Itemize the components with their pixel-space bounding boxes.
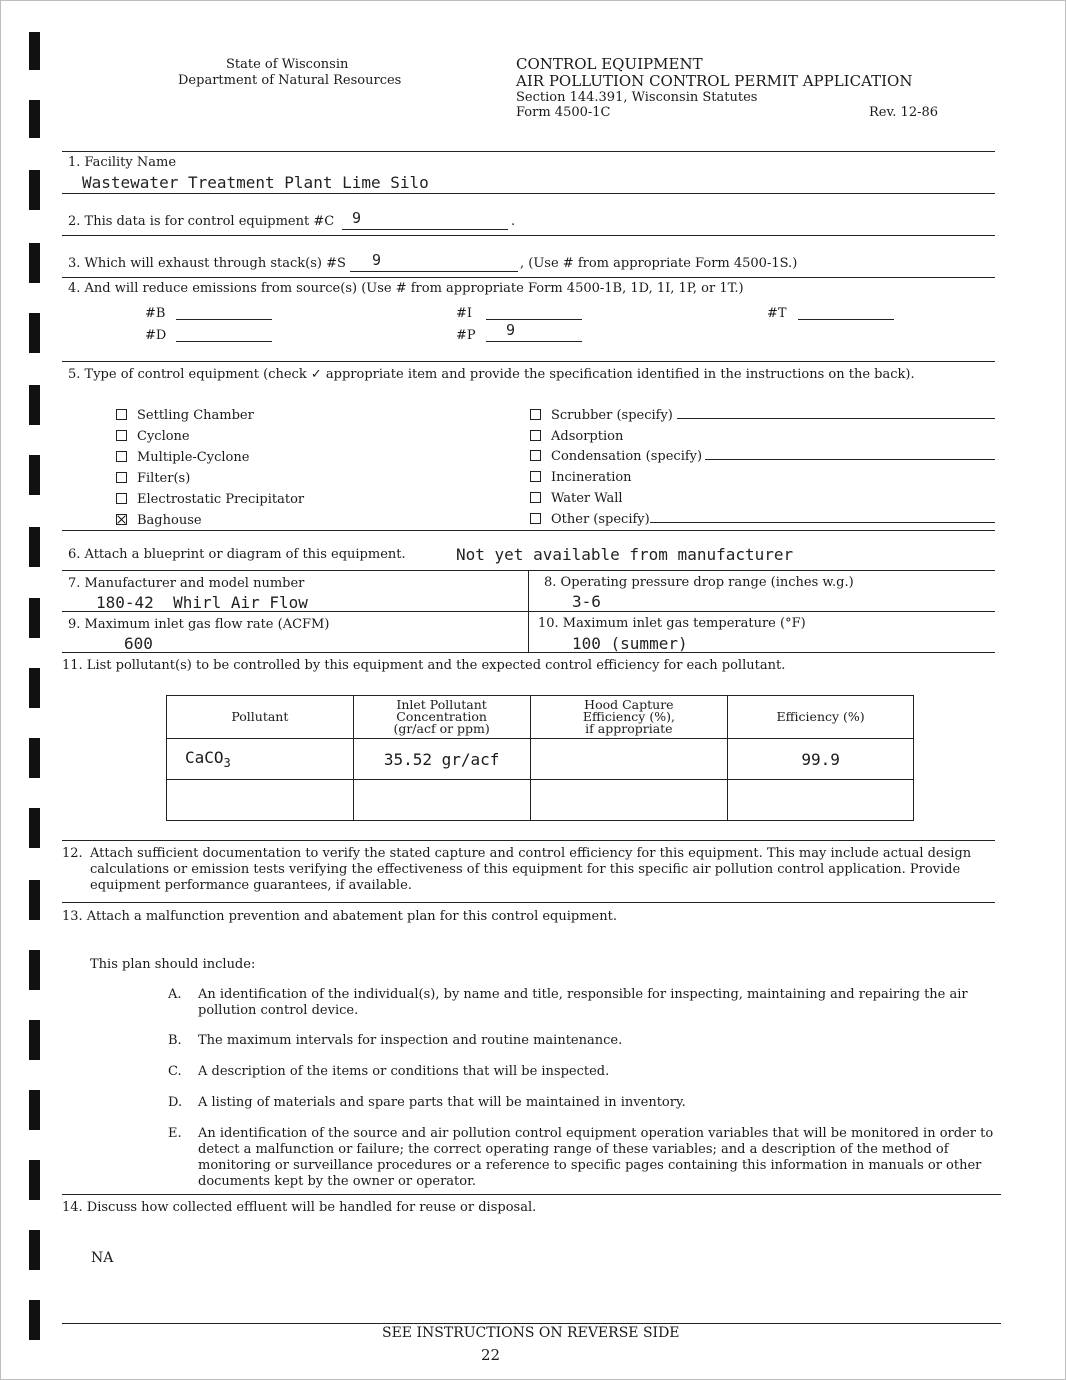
divider: [62, 361, 995, 362]
option-label: Filter(s): [137, 471, 191, 486]
divider: [62, 277, 995, 278]
edge-mark: [29, 1230, 40, 1270]
edge-mark: [29, 738, 40, 778]
plan-item-letter: D.: [168, 1095, 183, 1110]
q10-label: 10. Maximum inlet gas temperature (°F): [538, 616, 806, 631]
source-b-label: #B: [145, 306, 166, 321]
other-specify-line: [650, 522, 995, 523]
option-scrubber[interactable]: [530, 408, 673, 423]
source-i-label: #I: [456, 306, 473, 321]
q3-field-line: [350, 271, 518, 272]
option-label: Scrubber (specify): [551, 408, 673, 423]
check-mark-icon: ✓: [310, 367, 322, 382]
option-label: Settling Chamber: [137, 408, 254, 423]
edge-mark: [29, 1160, 40, 1200]
source-i-line: [486, 319, 582, 320]
edge-mark: [29, 808, 40, 848]
gas-flow-value[interactable]: 600: [124, 634, 153, 653]
inlet-concentration-cell[interactable]: [353, 780, 530, 821]
table-header-row: [167, 696, 914, 739]
stack-number[interactable]: 9: [372, 251, 382, 269]
pollutant-formula: CaCO: [185, 747, 224, 767]
divider: [62, 235, 995, 236]
divider: [62, 840, 995, 841]
pollutant-column-header: Pollutant: [167, 696, 354, 739]
edge-mark: [29, 313, 40, 353]
edge-mark: [29, 950, 40, 990]
divider: [62, 1194, 1001, 1195]
checkbox-icon[interactable]: [116, 430, 127, 441]
plan-intro: This plan should include:: [90, 957, 256, 972]
source-t-line: [798, 319, 894, 320]
inlet-column-header: [353, 696, 530, 739]
option-multiple-cyclone[interactable]: [116, 450, 249, 465]
q9-label: 9. Maximum inlet gas flow rate (ACFM): [68, 617, 330, 632]
q2-field-line: [342, 229, 508, 230]
form-title-line2: AIR POLLUTION CONTROL PERMIT APPLICATION: [516, 72, 913, 90]
control-equipment-number[interactable]: 9: [352, 209, 362, 227]
condensation-specify-line: [705, 459, 995, 460]
edge-mark: [29, 668, 40, 708]
q2-label: 2. This data is for control equipment #C: [68, 214, 335, 229]
pollutant-cell[interactable]: [167, 739, 354, 780]
option-cyclone[interactable]: [116, 429, 190, 444]
scrubber-specify-line: [677, 418, 995, 419]
checkbox-icon[interactable]: [530, 430, 541, 441]
q8-label: 8. Operating pressure drop range (inches w.g.): [544, 575, 854, 590]
option-electrostatic-precipitator[interactable]: [116, 492, 304, 507]
checkbox-icon[interactable]: [530, 492, 541, 503]
checkbox-icon[interactable]: [530, 450, 541, 461]
source-b-line: [176, 319, 272, 320]
q3-suffix: , (Use # from appropriate Form 4500-1S.): [520, 256, 798, 271]
gas-temperature-value[interactable]: 100 (summer): [572, 634, 688, 653]
edge-mark: [29, 1020, 40, 1060]
divider: [62, 530, 995, 531]
checkbox-icon[interactable]: [530, 513, 541, 524]
facility-name-value[interactable]: Wastewater Treatment Plant Lime Silo: [82, 173, 429, 192]
option-label: Multiple-Cyclone: [137, 450, 250, 465]
plan-item-c: A description of the items or conditions that will be inspected.: [198, 1064, 610, 1079]
option-settling-chamber[interactable]: [116, 408, 254, 423]
plan-item-letter: A.: [168, 987, 182, 1002]
hood-capture-cell[interactable]: [530, 739, 728, 780]
checkbox-icon[interactable]: [116, 409, 127, 420]
edge-mark: [29, 1300, 40, 1340]
plan-item-letter: B.: [168, 1033, 182, 1048]
option-label: Condensation (specify): [551, 449, 703, 464]
header-line: if appropriate: [585, 721, 673, 736]
efficiency-cell[interactable]: 99.9: [728, 739, 914, 780]
q5-label-start: 5. Type of control equipment (check: [68, 367, 307, 382]
divider: [62, 193, 995, 194]
pollutant-subscript: 3: [223, 756, 231, 771]
edge-mark: [29, 32, 40, 70]
option-condensation[interactable]: [530, 449, 702, 464]
form-number: Form 4500-1C: [516, 105, 611, 120]
q12-text: Attach sufficient documentation to verify the stated capture and control efficiency for this equipment. This may include actual design calculations or emission tests verifying the effectiveness of this equipment for this specific air pollution control application. Provide equipment performance guarantees, if available.: [90, 846, 972, 893]
pollutant-cell[interactable]: [167, 780, 354, 821]
edge-mark: [29, 170, 40, 210]
source-t-label: #T: [767, 306, 787, 321]
hood-capture-column-header: [530, 696, 728, 739]
checkbox-icon[interactable]: [116, 472, 127, 483]
q11-label: 11. List pollutant(s) to be controlled by this equipment and the expected control efficiency for each pollutant.: [62, 658, 786, 673]
option-label: Baghouse: [137, 513, 202, 528]
plan-item-letter: C.: [168, 1064, 182, 1079]
source-d-label: #D: [145, 328, 167, 343]
option-filters[interactable]: [116, 471, 190, 486]
source-p-label: #P: [456, 328, 476, 343]
header-line: Hood Capture: [584, 697, 674, 712]
option-adsorption[interactable]: [530, 429, 623, 444]
q4-label: 4. And will reduce emissions from source(s) (Use # from appropriate Form 4500-1B, 1D, 1I, 1P, or 1T.): [68, 281, 744, 296]
edge-mark: [29, 880, 40, 920]
q1-label: 1. Facility Name: [68, 155, 177, 170]
plan-item-a: An identification of the individual(s), by name and title, responsible for inspecting, maintaining and repairing the air pollution control device.: [198, 987, 968, 1018]
statute-reference: Section 144.391, Wisconsin Statutes: [516, 90, 758, 105]
divider: [62, 652, 995, 653]
table-row: [167, 780, 914, 821]
checkbox-icon[interactable]: [116, 451, 127, 462]
header-line: Concentration: [396, 709, 487, 724]
q14-label: 14. Discuss how collected effluent will be handled for reuse or disposal.: [62, 1200, 537, 1215]
plan-item-d: A listing of materials and spare parts that will be maintained in inventory.: [198, 1095, 686, 1110]
source-p-line: [486, 341, 582, 342]
edge-mark: [29, 527, 40, 567]
plan-item-b: The maximum intervals for inspection and routine maintenance.: [198, 1033, 623, 1048]
edge-mark: [29, 385, 40, 425]
option-baghouse[interactable]: [116, 513, 202, 528]
header-line: (gr/acf or ppm): [393, 721, 490, 736]
q7-label: 7. Manufacturer and model number: [68, 576, 305, 591]
q12-number: 12.: [62, 846, 83, 861]
option-label: Incineration: [551, 470, 632, 485]
q3-label: 3. Which will exhaust through stack(s) #S: [68, 256, 346, 271]
effluent-handling-value[interactable]: NA: [91, 1250, 114, 1266]
pollutant-table: [166, 695, 914, 821]
source-p-value[interactable]: 9: [506, 321, 516, 339]
divider: [62, 151, 995, 152]
q13-label: 13. Attach a malfunction prevention and abatement plan for this control equipment.: [62, 909, 617, 924]
option-label: Cyclone: [137, 429, 190, 444]
form-revision: Rev. 12-86: [869, 105, 939, 120]
checkbox-icon[interactable]: [116, 493, 127, 504]
edge-mark: [29, 455, 40, 495]
checkbox-icon[interactable]: [530, 409, 541, 420]
option-incineration[interactable]: [530, 470, 632, 485]
divider: [62, 902, 995, 903]
edge-mark: [29, 243, 40, 283]
option-label: Adsorption: [551, 429, 624, 444]
hood-capture-cell[interactable]: [530, 780, 728, 821]
edge-mark: [29, 100, 40, 138]
q5-label: [68, 367, 915, 382]
agency-department: Department of Natural Resources: [178, 73, 402, 88]
option-label: Water Wall: [551, 491, 623, 506]
source-d-line: [176, 341, 272, 342]
q2-suffix: .: [511, 214, 516, 229]
agency-state: State of Wisconsin: [226, 57, 349, 72]
efficiency-cell[interactable]: [728, 780, 914, 821]
efficiency-column-header: Efficiency (%): [728, 696, 914, 739]
manufacturer-model-value[interactable]: 180-42 Whirl Air Flow: [96, 593, 308, 612]
header-line: Efficiency (%),: [582, 709, 675, 724]
form-title-line1: CONTROL EQUIPMENT: [516, 55, 703, 73]
reverse-side-note: SEE INSTRUCTIONS ON REVERSE SIDE: [382, 1325, 680, 1341]
checkbox-icon[interactable]: [530, 471, 541, 482]
option-label: Other (specify): [551, 512, 650, 527]
plan-item-letter: E.: [168, 1126, 182, 1141]
blueprint-status-value[interactable]: Not yet available from manufacturer: [456, 545, 794, 564]
page-number: 22: [481, 1346, 501, 1364]
table-row: [167, 739, 914, 780]
q5-label-end: appropriate item and provide the specification identified in the instructions on the back).: [325, 367, 915, 382]
edge-mark: [29, 598, 40, 638]
header-line: Inlet Pollutant: [396, 697, 487, 712]
checked-checkbox-icon[interactable]: [116, 514, 127, 525]
divider: [62, 611, 995, 612]
plan-item-e: An identification of the source and air pollution control equipment operation variables that will be monitored in order to detect a malfunction or failure; the correct operating range of these variables; and a description of the method of monitoring or surveillance procedures or a reference to specific pages containing this information in manuals or other documents kept by the owner or operator.: [198, 1126, 994, 1189]
inlet-concentration-cell[interactable]: 35.52 gr/acf: [353, 739, 530, 780]
option-label: Electrostatic Precipitator: [137, 492, 305, 507]
pressure-drop-value[interactable]: 3-6: [572, 592, 601, 611]
edge-mark: [29, 1090, 40, 1130]
option-water-wall[interactable]: [530, 491, 623, 506]
divider: [62, 1323, 1001, 1324]
option-other[interactable]: [530, 512, 650, 527]
q6-label: 6. Attach a blueprint or diagram of this equipment.: [68, 547, 406, 562]
